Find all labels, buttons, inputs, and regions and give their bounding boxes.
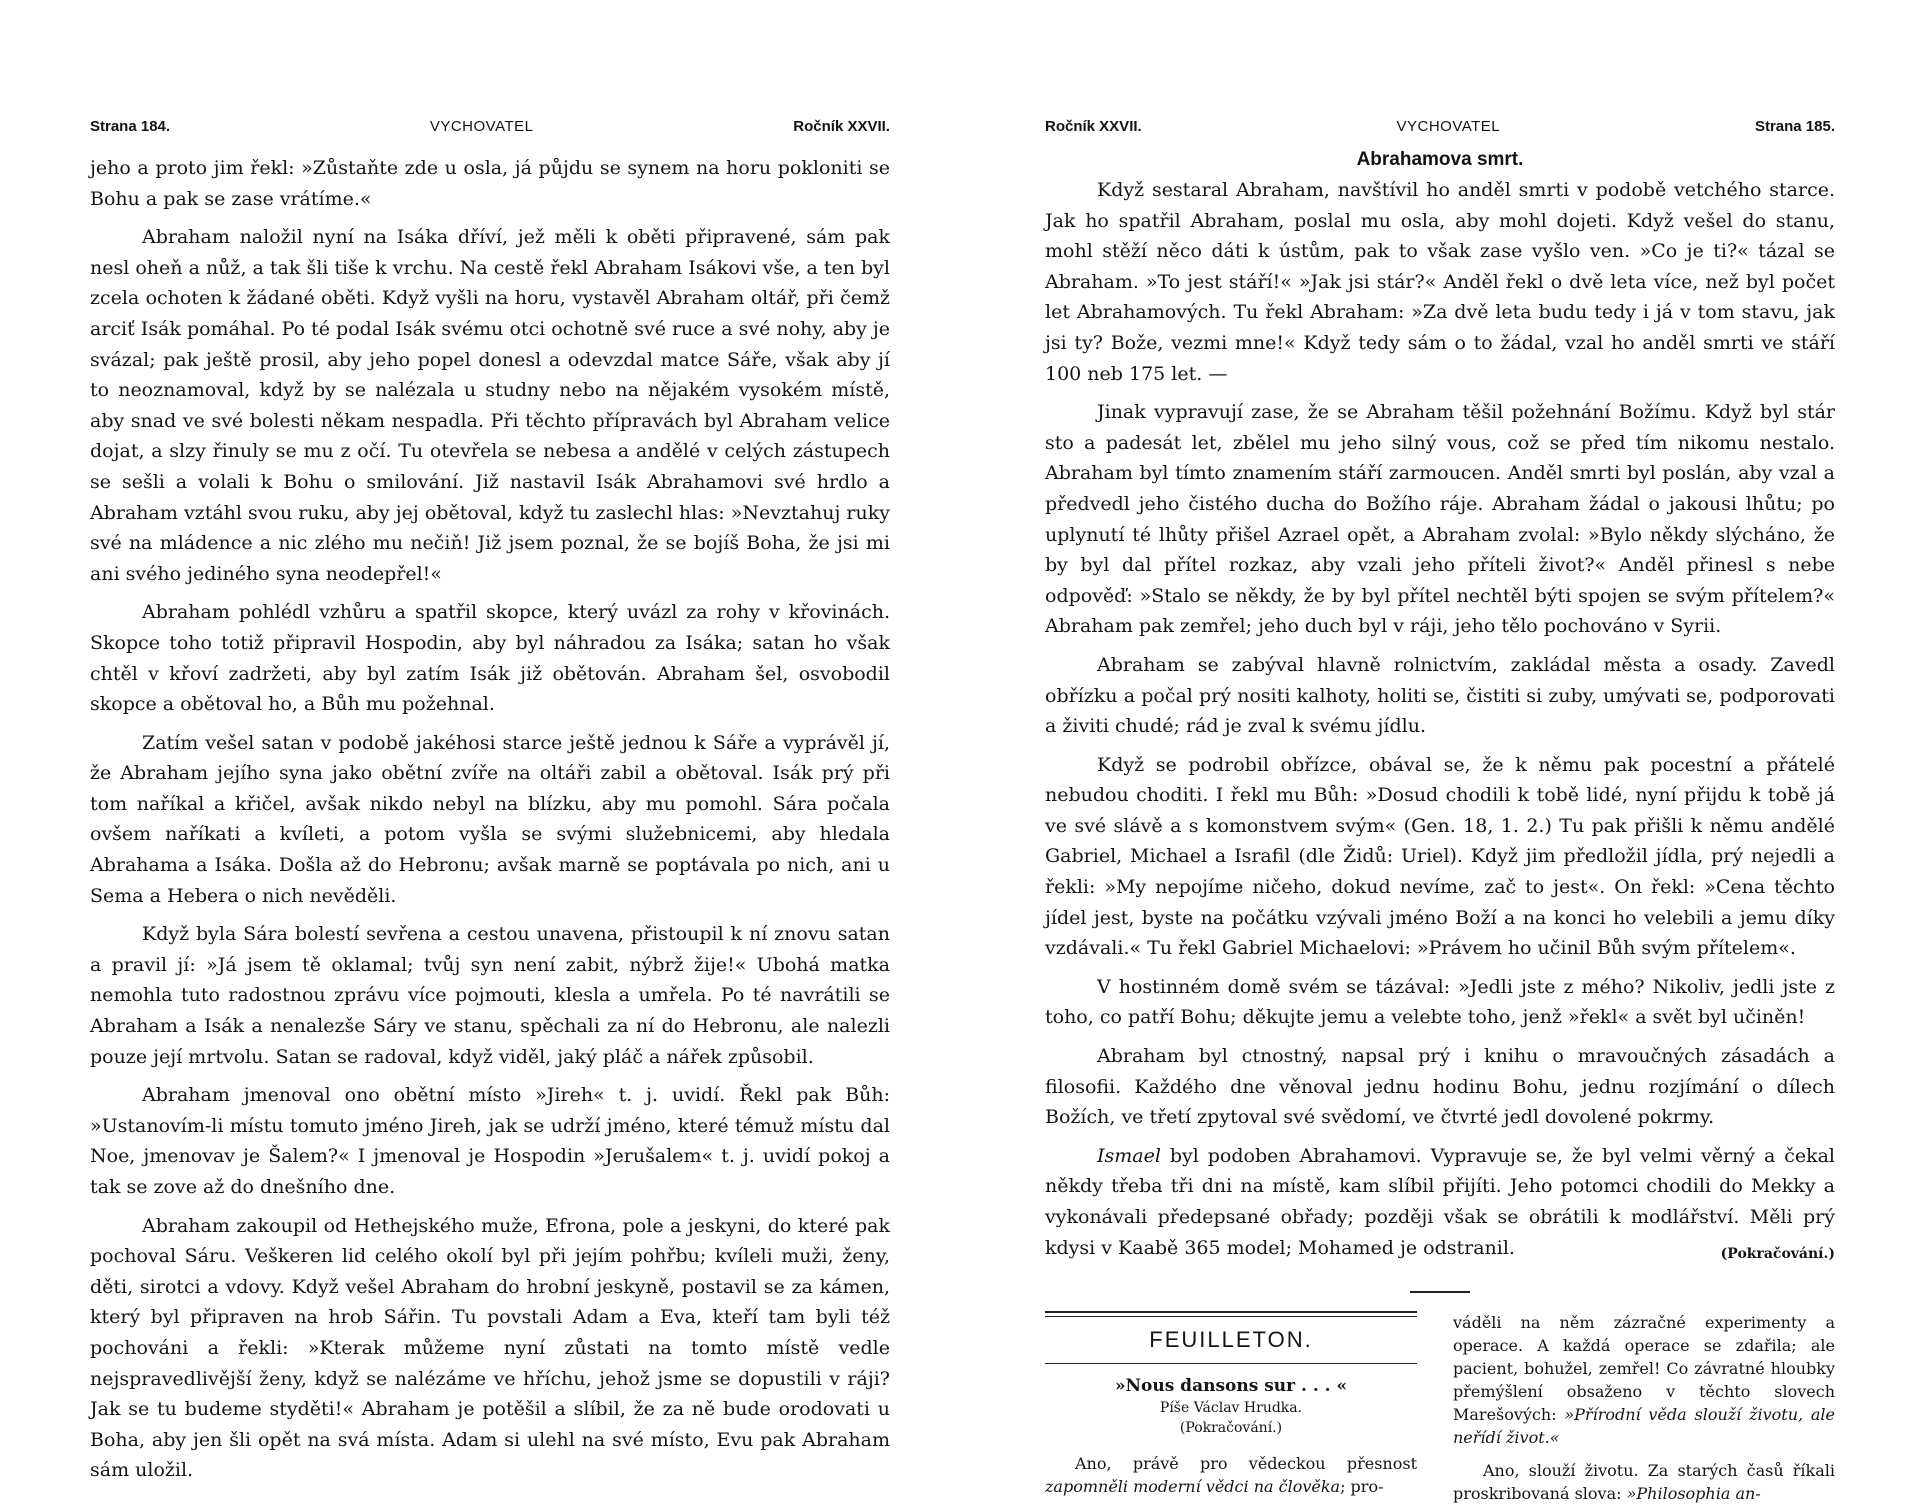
left-page xyxy=(90,118,890,1494)
feuilleton-author: Píše Václav Hrudka. xyxy=(1159,1400,1303,1417)
feuilleton-text: ; pro- xyxy=(1340,1477,1384,1497)
feuilleton-right-column xyxy=(1453,1311,1835,1505)
right-page xyxy=(1045,118,1835,1505)
left-page-number: Strana 184. xyxy=(90,118,171,135)
feuilleton-section xyxy=(1045,1311,1835,1505)
ismael-text: byl podoben Abrahamovi. Vypravuje se, že byl velmi věrný a čekal někdy třeba tři dni na místě, kam slíbil přijíti. Jeho potomci chodili do Mekky a vykonávali předepsané obřady; později však se obrátili k modlářství. Měli prý kdysi v Kaabě 365 model; Mohamed je odstranil. xyxy=(1045,1144,1835,1259)
left-paragraph: Abraham zakoupil od Hethejského muže, Efrona, pole a jeskyni, do které pak pochoval Sáru. Veškeren lid celého okolí byl při jejím pohřbu; kvíleli muži, ženy, děti, sirotci a vdovy. Když vešel Abraham do hrobní jeskyně, postavil se za kámen, který byl připraven na hrob Sářin. Tu povstali Adam a Eva, kteří tam byli též pochováni a řekli: »Kterak můžeme nyní zůstati na tomto místě vedle nejspravedlivější ženy, když se nalézáme ve hříchu, jehož jsme se dopustili v ráji? Jak se tu budeme styděti!« Abraham je potěšil a slíbil, že za ně bude orodovati u Boha, aby jen šli opět na svá místa. Adam si ulehl na své místo, Evu pak Abraham sám uložil. xyxy=(90,1214,890,1482)
left-running-header xyxy=(90,118,890,135)
article-title: Abrahamova smrt. xyxy=(1356,149,1524,170)
feuilleton-paragraph xyxy=(1453,1459,1835,1505)
ismael-name: Ismael xyxy=(1097,1144,1161,1167)
right-paragraph: Abraham byl ctnostný, napsal prý i knihu o mravoučných zásadách a filosofii. Každého dne věnoval jednu hodinu Bohu, jednu rozjímání o dílech Božích, ve třetí zpytoval své svědomí, ve čtvrté jedl dovolené pokrmy. xyxy=(1045,1045,1835,1129)
feuilleton-top-rule xyxy=(1045,1311,1417,1317)
left-journal-title: VYCHOVATEL xyxy=(429,118,534,135)
feuilleton-bottom-rule xyxy=(1045,1363,1417,1364)
left-paragraph: Zatím vešel satan v podobě jakéhosi starce ještě jednou k Sáře a vyprávěl jí, že Abraham jejího syna jako obětní zvíře na oltáři zabil a obětoval. Isák prý při tom naříkal a křičel, avšak nikdo nebyl na blízku, aby mu pomohl. Sára počala ovšem naříkati a kvíleti, a potom vyšla se svými služebnicemi, aby hledala Abrahama a Isáka. Došla až do Hebronu; avšak marně se poptávala po nich, ani u Sema a Hebera o nich nevěděli. xyxy=(90,731,890,907)
left-paragraph: jeho a proto jim řekl: »Zůstaňte zde u osla, já půjdu se synem na horu pokloniti se Bohu a pak se zase vrátíme.« xyxy=(90,157,890,210)
right-page-number: Strana 185. xyxy=(1754,118,1835,135)
continued-note: (Pokračování.) xyxy=(1720,1245,1835,1262)
feuilleton-heading: FEUILLETON. xyxy=(1149,1327,1313,1353)
right-journal-title: VYCHOVATEL xyxy=(1396,118,1501,135)
left-paragraph: Když byla Sára bolestí sevřena a cestou unavena, přistoupil k ní znovu satan a pravil jí: »Já jsem tě oklamal; tvůj syn není zabit, nýbrž žije!« Ubohá matka nemohla tuto radostnou zprávu více pojmouti, klesla a umřela. Po té navrátili se Abraham a Isák a nenalezše Sáry ve stanu, spěchali za ní do Hebronu, ale nalezli pouze její mrtvolu. Satan se radoval, když viděl, jaký pláč a nářek způsobil. xyxy=(90,923,890,1068)
right-running-header xyxy=(1045,118,1835,135)
feuilleton-emphasis: »Philosophia an- xyxy=(1626,1484,1761,1504)
feuilleton-paragraph xyxy=(1453,1311,1835,1449)
right-volume: Ročník XXVII. xyxy=(1045,118,1142,135)
feuilleton-paragraph xyxy=(1045,1452,1417,1498)
right-paragraph: Když sestaral Abraham, navštívil ho anděl smrti v podobě vetchého starce. Jak ho spatřil Abraham, poslal mu osla, aby mohl dojeti. Když vešel do stanu, mohl stěží něco dáti k ústům, pak to však zase vyšlo ven. »Co je ti?« tázal se Abraham. »To jest stáří!« »Jak jsi stár?« Anděl řekl o dvě leta více, než byl počet let Abrahamových. Tu řekl Abraham: »Za dvě leta budu tedy i já v tom stavu, jak jsi ty? Bože, vezmi mne!« Když tedy sám o to žádal, vzal ho anděl smrti ve stáří 100 neb 175 let. — xyxy=(1045,179,1835,385)
ismael-paragraph xyxy=(1045,1141,1835,1263)
feuilleton-emphasis: »Přírodní věda slouží životu, ale neřídí život.« xyxy=(1453,1405,1836,1448)
feuilleton-left-column xyxy=(1045,1311,1417,1505)
feuilleton-continued: (Pokračování.) xyxy=(1179,1420,1283,1437)
right-paragraph: V hostinném domě svém se tázával: »Jedli jste z mého? Nikoliv, jedli jste z toho, co patří Bohu; děkujte jemu a velebte toho, jenž »řekl« a svět byl učiněn! xyxy=(1045,975,1835,1029)
right-paragraph: Jinak vypravují zase, že se Abraham těšil požehnání Božímu. Když byl stár sto a padesát let, zbělel mu jeho silný vous, což se před tím nikomu nestalo. Abraham byl tímto znamením stáří zarmoucen. Anděl smrti byl poslán, aby vzal a předvedl jeho čistého ducha do Božího ráje. Abraham žádal o jakousi lhůtu; po uplynutí té lhůty přišel Azrael opět, a Abraham zvolal: »Bylo někdy slýcháno, že by byl dal přítel rozkaz, aby vzali jeho příteli život?« Anděl přinesl s nebe odpověď: »Stalo se někdy, že by byl přítel nechtěl býti spojen se svým přítelem?« Abraham pak zemřel; jeho duch byl v ráji, jeho tělo pochováno v Syrii. xyxy=(1045,401,1835,638)
feuilleton-text: Ano, právě pro vědeckou přesnost xyxy=(1075,1454,1417,1474)
article-divider xyxy=(1410,1291,1470,1293)
feuilleton-emphasis: zapomněli moderní vědci na člověka xyxy=(1045,1477,1341,1497)
right-paragraph: Abraham se zabýval hlavně rolnictvím, zakládal města a osady. Zavedl obřízku a počal prý nositi kalhoty, holiti se, čistiti si zuby, umývati se, podporovati a živiti chudé; rád je zval k svému jídlu. xyxy=(1045,653,1835,738)
left-volume: Ročník XXVII. xyxy=(793,118,890,135)
left-paragraph: Abraham naložil nyní na Isáka dříví, jež měli k oběti připravené, sám pak nesl oheň a nůž, a tak šli tiše k vrchu. Na cestě řekl Abraham Isákovi vše, a ten byl zcela ochoten k žádané oběti. Když vyšli na horu, vystavěl Abraham oltář, při čemž arciť Isák pomáhal. Po té podal Isák svému otci ochotně své ruce a své nohy, aby je svázal; pak ještě prosil, aby jeho popel donesl a odevzdal matce Sáře, však aby jí to neoznamoval, když by se nalézala u studny nebo na nějakém vysokém místě, aby snad ve své bolesti někam nespadla. Při těchto přípravách byl Abraham velice dojat, a slzy řinuly se mu z očí. Tu otevřela se nebesa a andělé v celých zástupech se sešli a volali k Bohu o smilování. Již nastavil Isák Abrahamovi své hrdlo a Abraham vztáhl svou ruku, aby jej obětoval, když tu zaslechl hlas: »Nevztahuj ruky své na mládence a nic zlého mu nečiň! Již jsem poznal, že se bojíš Boha, že jsi mi ani svého jediného syna neodepřel!« xyxy=(90,226,890,585)
right-paragraph: Když se podrobil obřízce, obával se, že k němu pak pocestní a přátelé nebudou choditi. I řekl mu Bůh: »Dosud chodili k tobě lidé, nyní přijdu k tobě já ve své slávě a s komonstvem svým« (Gen. 18, 1. 2.) Tu pak přišli k němu andělé Gabriel, Michael a Israfil (dle Židů: Uriel). Když jim předložil jídla, prý nejedli a řekli: »My nepojíme ničeho, dokud nevíme, zač to jest«. On řekl: »Cena těchto jídel jest, byste na počátku vzývali jméno Boží a na konci ho velebili a jemu díky vzdávali.« Tu řekl Gabriel Michaelovi: »Právem ho učinil Bůh svým přítelem«. xyxy=(1045,753,1835,960)
left-paragraph: Abraham jmenoval ono obětní místo »Jireh« t. j. uvidí. Řekl pak Bůh: »Ustanovím-li místu tomuto jméno Jireh, jak se udrží jméno, které témuž místu dal Noe, jmenovav je Šalem?« I jmenoval je Hospodin »Jerušalem« t. j. uvidí pokoj a tak se zove až do dnešního dne. xyxy=(90,1084,890,1198)
left-paragraph: Abraham pohlédl vzhůru a spatřil skopce, který uvázl za rohy v křovinách. Skopce toho totiž připravil Hospodin, aby byl náhradou za Isáka; satan ho však chtěl v křoví zadržeti, aby byl zatím Isák již obětován. Abraham šel, osvobodil skopce a obětoval ho, a Bůh mu požehnal. xyxy=(90,601,890,716)
feuilleton-title: »Nous dansons sur . . . « xyxy=(1114,1376,1348,1397)
feuilleton-text: váděli na něm zázračné experimenty a operace. A každá operace se zdařila; ale pacient, bohužel, zemřel! Co závratné hloubky přemýšlení obsaženo v těchto slovech Marešových: xyxy=(1453,1313,1835,1425)
feuilleton-text: Ano, slouží životu. Za starých časů říkali proskribovaná slova: xyxy=(1453,1461,1835,1504)
